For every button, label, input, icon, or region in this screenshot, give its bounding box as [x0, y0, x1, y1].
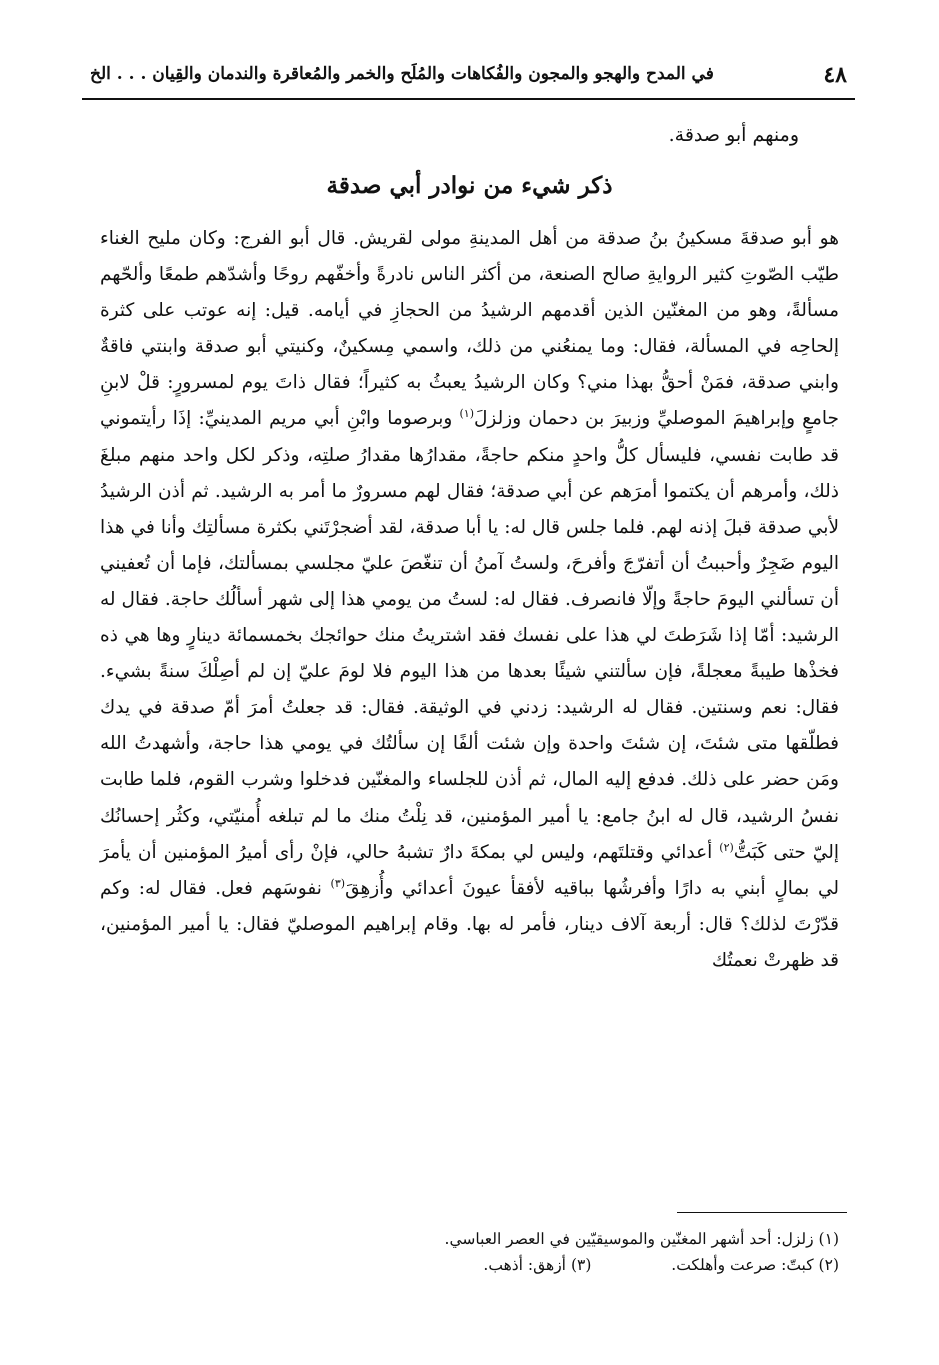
footnote-row-2: [120, 1252, 839, 1278]
footnote-ref-3: (٣): [330, 876, 346, 890]
paragraph-text-2: وبرصوما وابْنِ أبي مريم المدينيِّ: إذَا رأيتموني قد طابت نفسي، فليسأل كلُّ واحدٍ منكم حاجةً، مقدارُها مقدارُ صلتِه، وذكر لكل واحد منهم مبلغَ ذلك، وأمرهم أن يكتموا أمرَهم عن أبي صدقة؛ فقال لهم مسرورٌ ما أمر به الرشيد. ثم أذن الرشيدُ لأبي صدقة قبلَ إذنه لهم. فلما جلس قال له: يا أبا صدقة، لقد أضجرْتَني بكثرة مسألتِك وأنا في هذا اليوم ضَجِرٌ وأحببتُ أن أتفرّجَ وأفرحَ، ولستُ آمنُ أن تنغّصَ عليّ مجلسي بمسألتك، فإما أن تُعفيني أن تسألني اليومَ حاجةً وإلّا فانصرف. فقال له: لستُ من يومي هذا إلى شهر أسألُك حاجة. فقال له الرشيد: أمّا إذا شَرَطتَ لي هذا على نفسك فقد اشتريتُ منك حوائجك بخمسمائة دينارٍ وها هي ذه فخذْها طيبةً معجلةً، فإن سألتني شيئًا بعدها من هذا اليوم فلا لومَ عليّ إن لم أصِلْكَ سنةً بشيء. فقال: نعم وسنتين. فقال له الرشيد: زدني في الوثيقة. فقال: قد جعلتُ أمرَ أمّ صدقة في يدك فطلّقها متى شئتَ، إن شئتَ واحدة وإن شئت ألفًا إن سألتُك في يومي هذا حاجة، وأشهدتُ الله ومَن حضر على ذلك. فدفع إليه المال، ثم أذن للجلساء والمغنّين فدخلوا وشرب القوم، فلما طابت نفسُ الرشيد، قال له ابنُ جامع: يا أمير المؤمنين، قد نِلْتُ منك ما لم تبلغه أُمنيّتي، وكثُر إحسانُك إليّ حتى كَبَتُّ: [100, 408, 839, 863]
footnote-text: أزهق: أذهب.: [483, 1256, 566, 1274]
footnote-number: (٢): [818, 1256, 839, 1274]
page-header: [82, 58, 855, 100]
section-heading: ذكر شيء من نوادر أبي صدقة: [326, 172, 613, 199]
footnote-1: [120, 1226, 839, 1252]
footnote-number: (٣): [570, 1256, 592, 1274]
paragraph-text-1: هو أبو صدقةَ مسكينُ بنُ صدقة من أهل المدينةِ مولى لقريش. قال أبو الفرج: وكان مليح الغناء طيّب الصّوتِ كثير الروايةِ صالح الصنعة، من أكثر الناس نادرةً وأخفّهم روحًا وأشدّهم طمعًا وألحّهم مسألةً، وهو من المغنّين الذين أقدمهم الرشيدُ من الحجازِ في أيامه. قيل: إنه عوتب على كثرة إلحاحِه في المسألة، فقال: وما يمنعُني من ذلك، واسمي مِسكينٌ، وكنيتي أبو صدقة وابنتي فاقةٌ وابني صدقة، فمَنْ أحقُّ بهذا مني؟ وكان الرشيدُ يعبثُ به كثيراً؛ فقال ذاتَ يوم لمسرورٍ: قلْ لابنِ جامعٍ وإبراهيمَ الموصليِّ وزبيرَ بن دحمان وزلزلَ: [100, 228, 839, 430]
paragraph-text-4: نفوسَهم فعل. فقال له: وكم قدّرْتَ لذلك؟ قال: أربعة آلاف دينار، فأمر له بها. وقام إبراهيم الموصليّ فقال: يا أمير المؤمنين، قد ظهرتْ نعمتُك: [100, 877, 839, 971]
page-number: ٤٨: [823, 62, 847, 88]
footnote-number: (١): [818, 1230, 839, 1248]
main-paragraph: [100, 221, 839, 979]
page-body: [100, 118, 839, 979]
footnote-ref-2: (٢): [719, 840, 734, 854]
footnote-text: كبتّ: صرعت وأهلكت.: [671, 1256, 814, 1274]
running-title: في المدح والهجو والمجون والفُكاهات والمُلَح والخمر والمُعاقرة والندمان والقِيان . . . الخ: [90, 64, 714, 84]
paragraph-text-3: أعدائي وقتلتَهم، وليس لي بمكةَ دارٌ تشبهُ حالي، فإنْ رأى أميرُ المؤمنين أن يأمرَ لي بمالٍ أبني به دارًا وأفرشُها بباقيه لأفقأ عيونَ أعدائي وأُزهِقَ: [100, 841, 839, 899]
intro-line: ومنهم أبو صدقة.: [668, 124, 799, 146]
footnote-divider: [677, 1212, 847, 1213]
footnotes: [120, 1226, 839, 1278]
footnote-ref-1: (١): [459, 407, 474, 421]
footnote-text: زلزل: أحد أشهر المغنّين والموسيقيّين في العصر العباسي.: [444, 1230, 814, 1248]
